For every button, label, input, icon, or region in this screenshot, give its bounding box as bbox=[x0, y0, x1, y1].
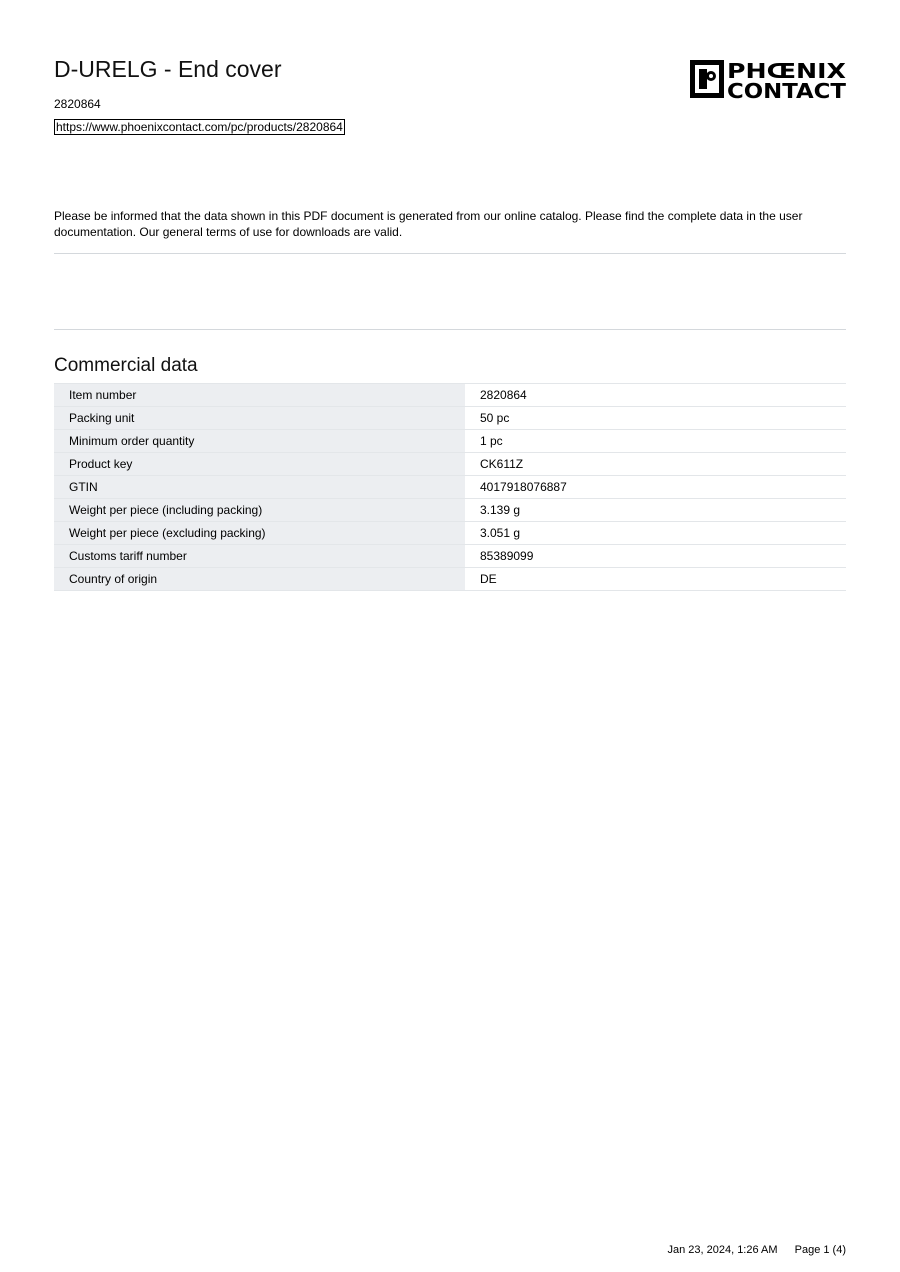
commercial-data-table bbox=[54, 383, 846, 591]
logo-word-phoenix: PHŒNIX bbox=[727, 59, 847, 83]
table-row bbox=[54, 568, 846, 591]
row-label: Product key bbox=[54, 453, 465, 476]
table-row bbox=[54, 430, 846, 453]
row-label: Country of origin bbox=[54, 568, 465, 591]
phoenix-contact-logo bbox=[689, 58, 847, 100]
table-row bbox=[54, 384, 846, 407]
logo-word-contact: CONTACT bbox=[727, 79, 847, 100]
row-value: 50 pc bbox=[465, 407, 846, 430]
page-footer bbox=[667, 1244, 846, 1257]
row-label: Customs tariff number bbox=[54, 545, 465, 568]
table-row bbox=[54, 476, 846, 499]
row-label: Item number bbox=[54, 384, 465, 407]
row-value: 3.051 g bbox=[465, 522, 846, 545]
row-value: 85389099 bbox=[465, 545, 846, 568]
row-label: Minimum order quantity bbox=[54, 430, 465, 453]
row-value: 2820864 bbox=[465, 384, 846, 407]
row-value: 4017918076887 bbox=[465, 476, 846, 499]
row-label: Weight per piece (including packing) bbox=[54, 499, 465, 522]
row-label: GTIN bbox=[54, 476, 465, 499]
row-value: 1 pc bbox=[465, 430, 846, 453]
catalog-notice: Please be informed that the data shown in this PDF document is generated from our online catalog. Please find the complete data in the user documentation. Our general terms of use for downloads are valid. bbox=[54, 209, 803, 239]
row-value: DE bbox=[465, 568, 846, 591]
table-row bbox=[54, 499, 846, 522]
item-code: 2820864 bbox=[54, 97, 101, 111]
divider bbox=[54, 253, 846, 254]
commercial-data-heading: Commercial data bbox=[54, 355, 198, 376]
page-title: D-URELG - End cover bbox=[54, 56, 282, 82]
footer-date: Jan 23, 2024, 1:26 AM bbox=[667, 1244, 778, 1256]
row-value: 3.139 g bbox=[465, 499, 846, 522]
product-url-link[interactable]: https://www.phoenixcontact.com/pc/products/2820864 bbox=[56, 120, 343, 134]
table-row bbox=[54, 407, 846, 430]
row-label: Packing unit bbox=[54, 407, 465, 430]
footer-page-number: Page 1 (4) bbox=[794, 1244, 846, 1256]
table-row bbox=[54, 545, 846, 568]
row-value: CK611Z bbox=[465, 453, 846, 476]
table-row bbox=[54, 453, 846, 476]
divider bbox=[54, 329, 846, 330]
table-row bbox=[54, 522, 846, 545]
row-label: Weight per piece (excluding packing) bbox=[54, 522, 465, 545]
